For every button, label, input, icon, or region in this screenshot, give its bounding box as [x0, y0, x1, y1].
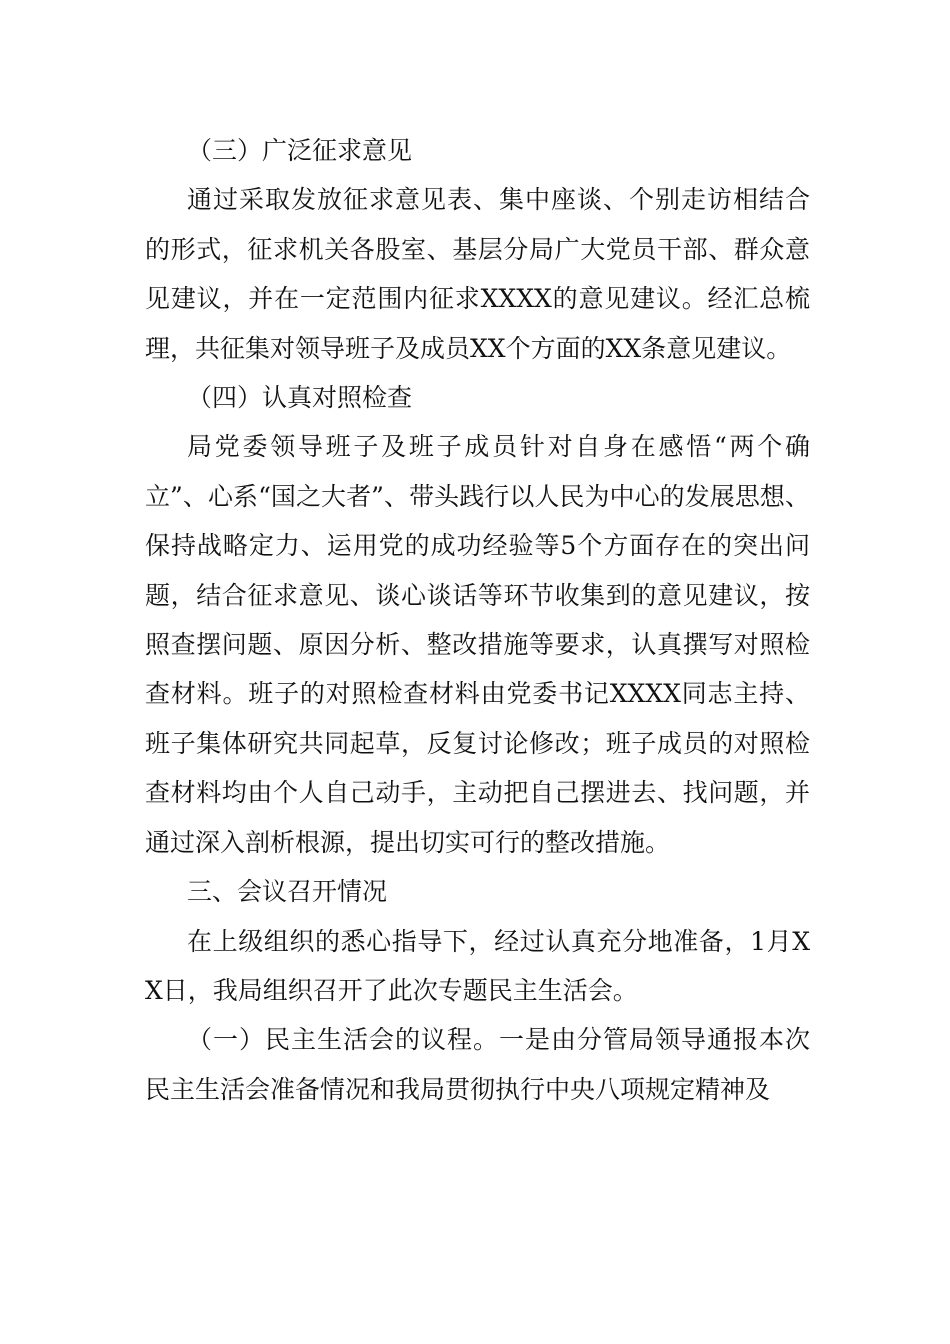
section-heading-3: （三）广泛征求意见: [187, 136, 413, 165]
chapter-heading-meeting: 三、会议召开情况: [187, 877, 388, 907]
section-heading-4: （四）认真对照检查: [187, 383, 413, 413]
document-body: [145, 126, 810, 1114]
paragraph-meeting-agenda: （一）民主生活会的议程。一是由分管局领导通报本次民主生活会准备情况和我局贯彻执行中央八项规定精神及: [145, 1025, 810, 1104]
paragraph-solicit-opinions: 通过采取发放征求意见表、集中座谈、个别走访相结合的形式，征求机关各股室、基层分局广大党员干部、群众意见建议，并在一定范围内征求XXXX的意见建议。经汇总梳理，共征集对领导班子及成员XX个方面的XX条意见建议。: [145, 185, 810, 363]
paragraph-self-examination: 局党委领导班子及班子成员针对自身在感悟“两个确立”、心系“国之大者”、带头践行以人民为中心的发展思想、保持战略定力、运用党的成功经验等5个方面存在的突出问题，结合征求意见、谈心谈话等环节收集到的意见建议，按照查摆问题、原因分析、整改措施等要求，认真撰写对照检查材料。班子的对照检查材料由党委书记XXXX同志主持、班子集体研究共同起草，反复讨论修改；班子成员的对照检查材料均由个人自己动手，主动把自己摆进去、找问题，并通过深入剖析根源，提出切实可行的整改措施。: [145, 432, 810, 857]
paragraph-meeting-held: 在上级组织的悉心指导下，经过认真充分地准备，1月XX日，我局组织召开了此次专题民主生活会。: [145, 926, 810, 1005]
